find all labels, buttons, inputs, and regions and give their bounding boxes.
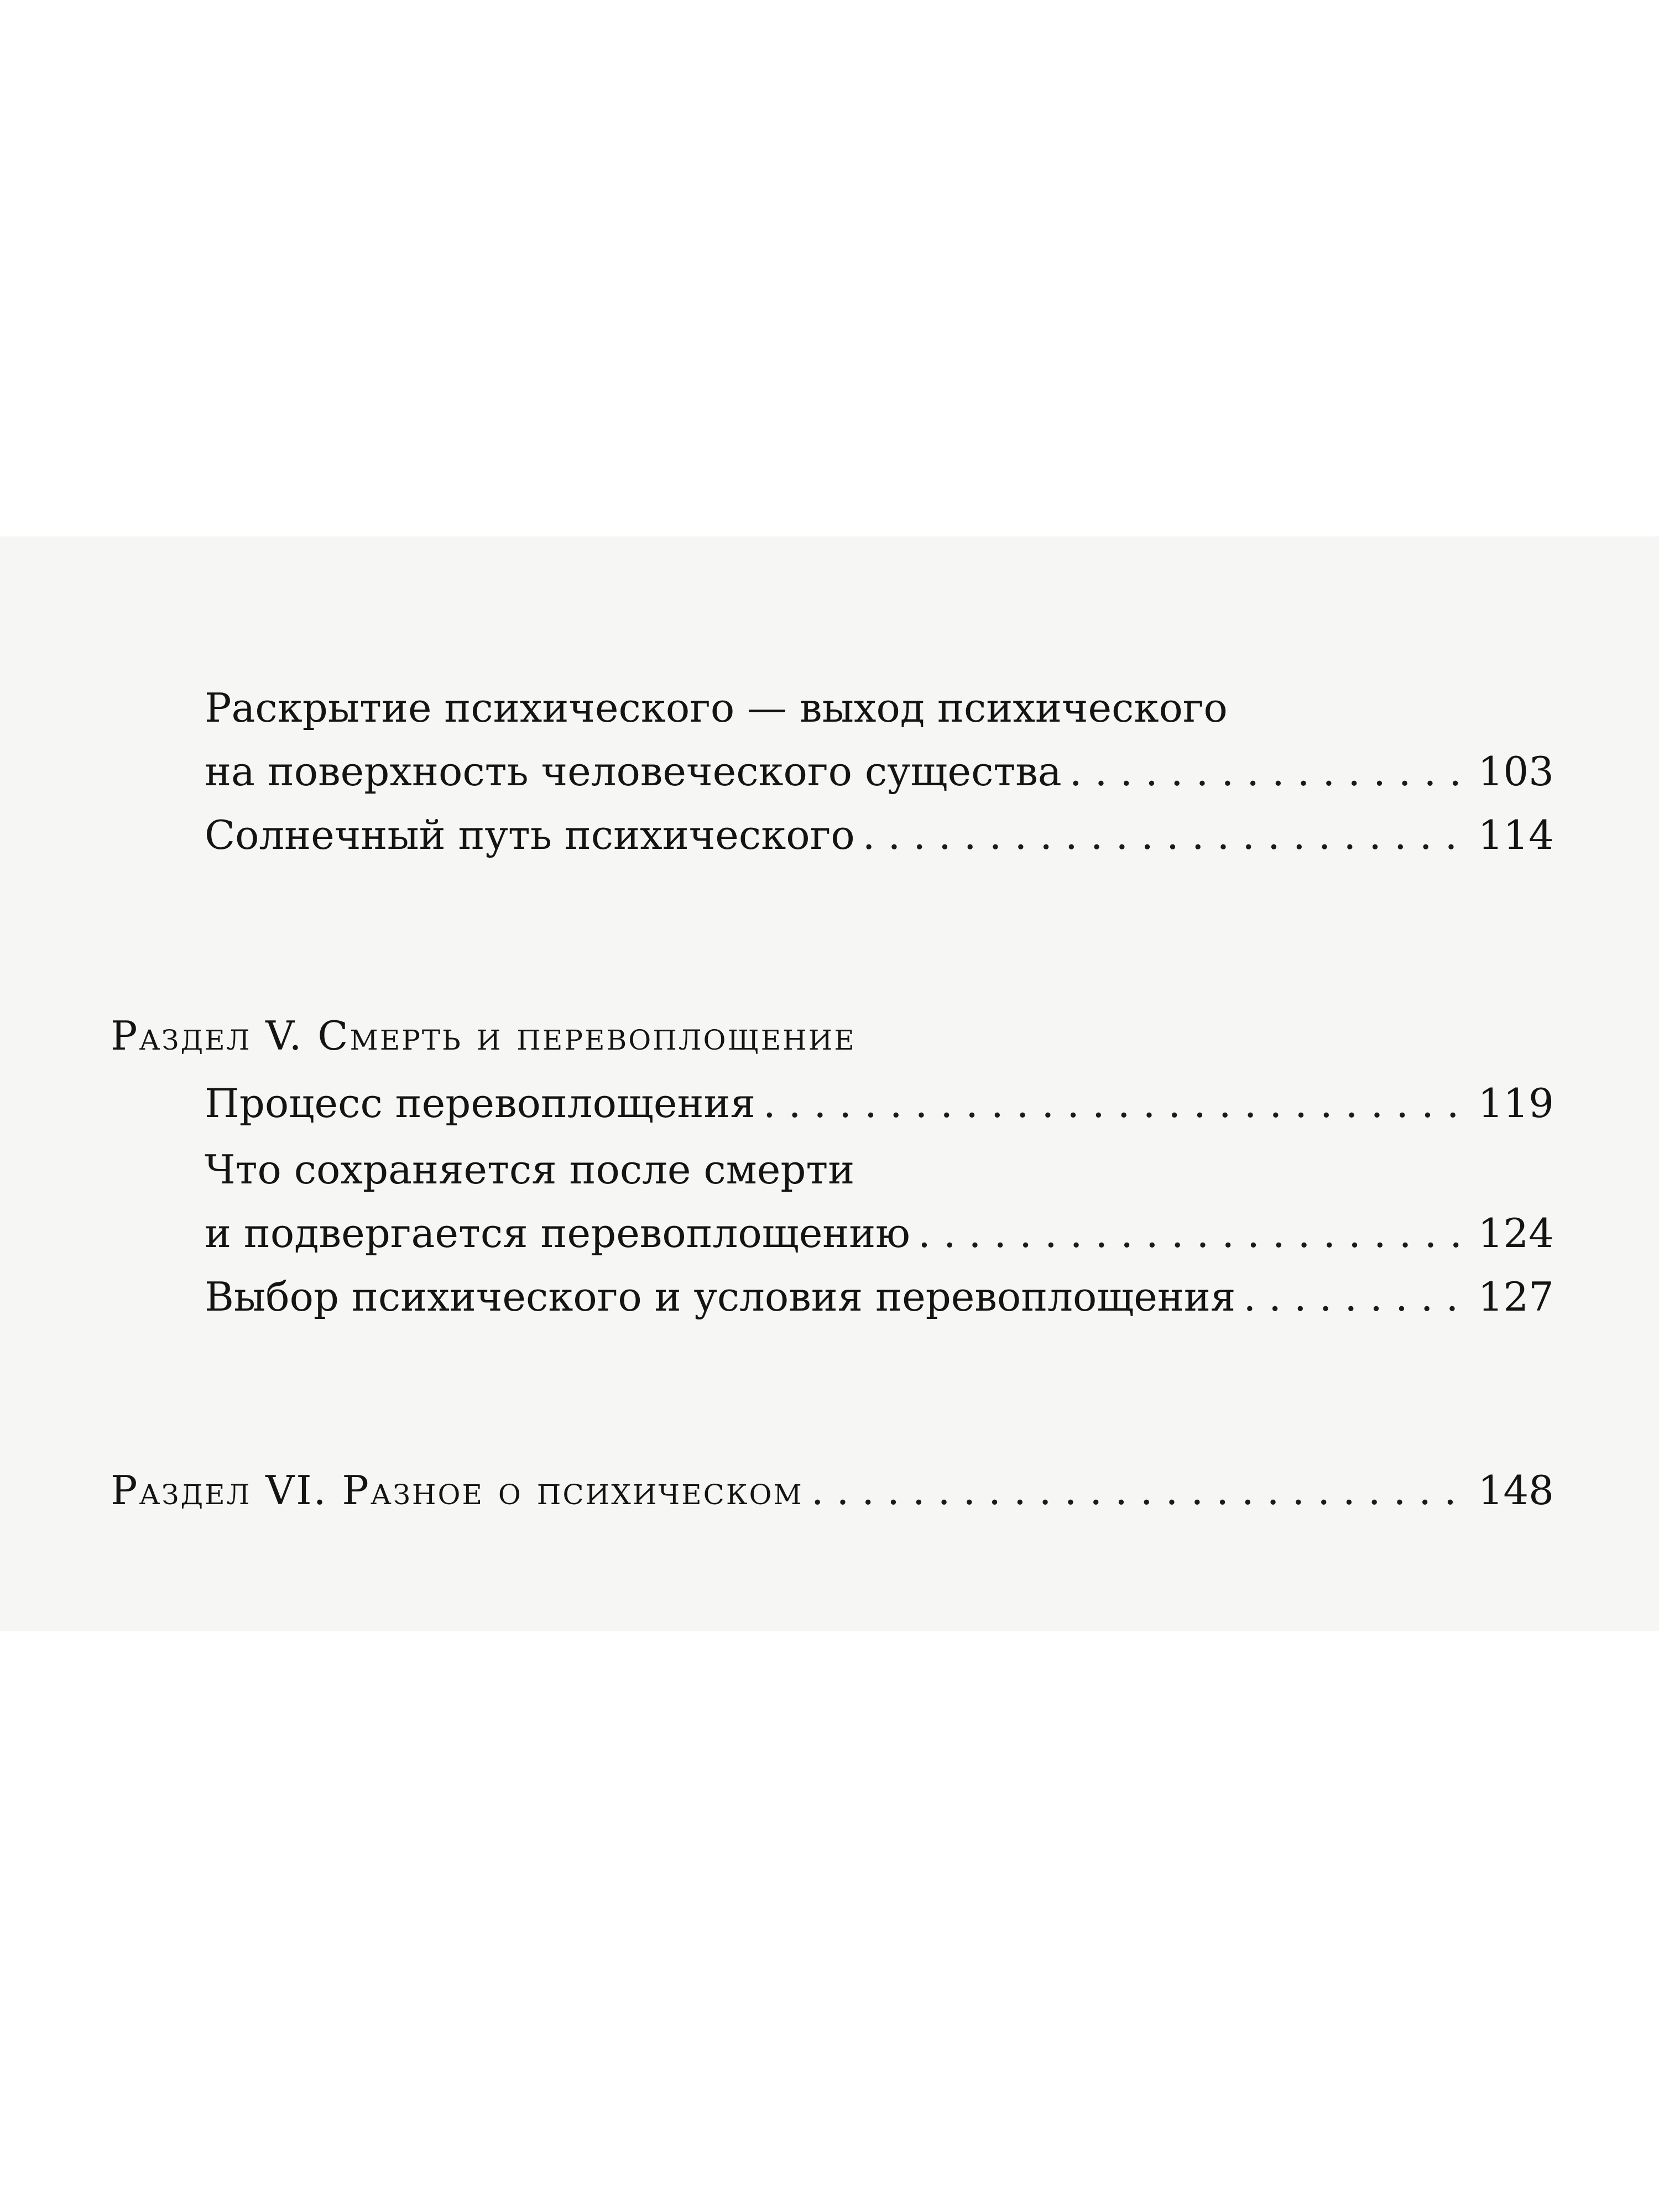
toc-entry-line	[0, 741, 1659, 802]
toc-entry-title: и подвергается перевоплощению	[205, 1210, 910, 1256]
dot-leader	[763, 1073, 1470, 1134]
section-heading: Раздел VI. Разное о психическом	[111, 1467, 804, 1514]
page-number: 119	[1478, 1080, 1554, 1126]
dot-leader	[863, 805, 1470, 865]
toc-entry[interactable]	[111, 1460, 1554, 1521]
toc-entry-line	[0, 677, 1659, 738]
toc-entry-title: на поверхность человеческого существа	[205, 748, 1062, 795]
toc-entry[interactable]	[205, 1073, 1554, 1134]
toc-entry-line	[0, 1139, 1659, 1200]
toc-entry-line	[0, 1073, 1659, 1134]
toc-entry-title: Процесс перевоплощения	[205, 1080, 755, 1126]
dot-leader	[1070, 741, 1470, 802]
toc-entry-title: Солнечный путь психического	[205, 812, 855, 858]
toc-entry-line	[0, 1203, 1659, 1264]
page-number: 148	[1478, 1467, 1554, 1514]
section-heading-line	[0, 1460, 1659, 1521]
dot-leader	[811, 1460, 1470, 1521]
toc-entry-line	[0, 805, 1659, 865]
toc-entry[interactable]	[205, 741, 1554, 802]
section-heading[interactable]: Раздел V. Смерть и перевоплощение	[111, 1013, 856, 1059]
toc-entry[interactable]	[205, 1203, 1554, 1264]
dot-leader	[918, 1203, 1470, 1264]
toc-entry-title: Раскрытие психического — выход психического	[205, 685, 1228, 731]
toc-entry-title: Что сохраняется после смерти	[205, 1146, 855, 1193]
toc-entry[interactable]	[205, 805, 1554, 865]
page-number: 114	[1478, 812, 1554, 858]
page-number: 124	[1478, 1210, 1554, 1256]
toc-entry[interactable]	[205, 1266, 1554, 1327]
dot-leader	[1243, 1266, 1470, 1327]
toc-entry-line	[0, 1266, 1659, 1327]
toc-entry-title: Выбор психического и условия перевоплощения	[205, 1274, 1236, 1320]
section-heading-line	[0, 1005, 1659, 1066]
page-number: 103	[1478, 748, 1554, 795]
page-number: 127	[1478, 1274, 1554, 1320]
